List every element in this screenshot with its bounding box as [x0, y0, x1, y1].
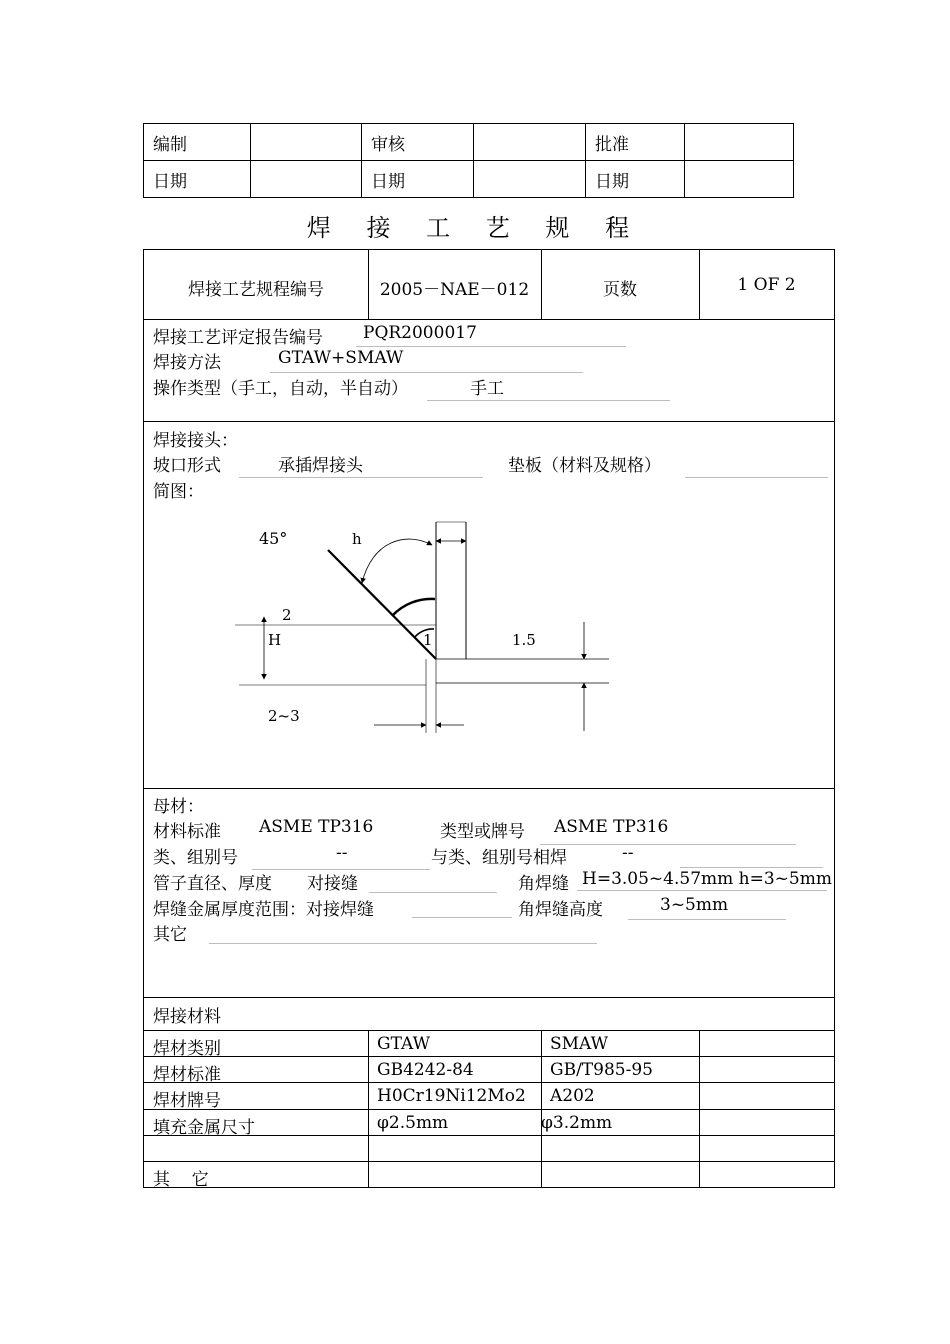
divider: [144, 1082, 834, 1083]
date-label-1: 日期: [144, 161, 251, 198]
consumable-standard-label: 焊材标准: [153, 1065, 221, 1085]
pqr-label: 焊接工艺评定报告编号: [153, 328, 323, 348]
consumable-standard-smaw: GB/T985-95: [550, 1060, 653, 1080]
consumable-other-label: 其 它: [153, 1170, 209, 1190]
group-value: --: [336, 843, 348, 863]
angle-arc-outer: [392, 599, 435, 616]
groove-label: 坡口形式: [153, 456, 221, 476]
date-value-1: [251, 161, 362, 198]
divider: [144, 1056, 834, 1057]
underline: [628, 919, 786, 920]
fillet-weld-label: 角焊缝: [518, 874, 569, 894]
underline: [685, 477, 828, 478]
wps-number-value: 2005－NAE－012: [379, 280, 530, 300]
grade-value: ASME TP316: [554, 817, 669, 837]
pipe-size-label: 管子直径、厚度: [153, 874, 272, 894]
H-label: H: [268, 631, 282, 649]
method-label: 焊接方法: [153, 353, 221, 373]
angle-label: 45°: [259, 529, 288, 548]
welded-with-value: --: [622, 843, 634, 863]
group-label: 类、组别号: [153, 848, 238, 868]
material-standard-value: ASME TP316: [259, 817, 374, 837]
operation-type-label: 操作类型（手工，自动，半自动）: [153, 379, 408, 399]
pqr-value: PQR2000017: [363, 323, 477, 343]
consumable-brand-label: 焊材牌号: [153, 1091, 221, 1111]
signoff-table: [143, 123, 794, 198]
material-standard-label: 材料标准: [153, 822, 221, 842]
consumables-heading: 焊接材料: [153, 1007, 221, 1027]
welded-with-label: 与类、组别号相焊: [431, 848, 567, 868]
base-metal-heading: 母材：: [153, 797, 204, 817]
groove-value: 承插焊接头: [278, 456, 363, 476]
sketch-label: 简图：: [153, 482, 204, 502]
divider: [144, 319, 834, 320]
underline: [209, 943, 597, 944]
divider: [144, 1161, 834, 1162]
approved-value: [685, 124, 794, 161]
underline: [239, 477, 483, 478]
date-label-2: 日期: [362, 161, 474, 198]
two-label: 2: [282, 606, 292, 624]
reviewed-value: [474, 124, 586, 161]
divider: [144, 1135, 834, 1136]
divider: [144, 1030, 834, 1031]
filler-size-label: 填充金属尺寸: [153, 1118, 255, 1138]
signoff-row-date: [144, 161, 794, 198]
operation-type-value: 手工: [470, 379, 504, 399]
fillet-height-label: 角焊缝高度: [518, 900, 603, 920]
filler-size-gtaw: φ2.5mm: [377, 1113, 449, 1133]
document-title: 焊 接 工 艺 规 程: [306, 214, 644, 242]
date-value-3: [685, 161, 794, 198]
prepared-value: [251, 124, 362, 161]
thickness-range-label: 焊缝金属厚度范围：对接焊缝: [153, 900, 374, 920]
wps-form: [143, 249, 835, 1188]
bevel-line: [328, 550, 436, 659]
other-label: 其它: [153, 925, 187, 945]
method-value: GTAW+SMAW: [278, 348, 404, 368]
consumable-brand-smaw: A202: [550, 1086, 595, 1106]
signoff-row-prepared: [144, 124, 794, 161]
divider: [144, 788, 834, 789]
backing-label: 垫板（材料及规格）: [508, 456, 661, 476]
h-label: h: [352, 530, 362, 548]
underline: [270, 372, 583, 373]
underline: [356, 346, 626, 347]
underline: [427, 400, 670, 401]
fillet-weld-value: H=3.05~4.57mm h=3~5mm: [582, 869, 832, 889]
one-label: 1: [423, 631, 433, 649]
h-curved-arrow: [362, 539, 432, 583]
fillet-height-value: 3~5mm: [660, 895, 729, 915]
reviewed-label: 审核: [362, 124, 474, 161]
filler-size-smaw: φ3.2mm: [541, 1113, 613, 1133]
pages-value: 1 OF 2: [737, 275, 796, 295]
underline: [540, 844, 796, 845]
divider: [144, 1109, 834, 1110]
consumable-type-gtaw: GTAW: [377, 1034, 431, 1054]
consumable-standard-gtaw: GB4242-84: [377, 1060, 474, 1080]
date-label-3: 日期: [586, 161, 685, 198]
pages-label: 页数: [603, 280, 637, 300]
gap-label: 2~3: [268, 707, 300, 725]
consumable-type-smaw: SMAW: [550, 1034, 609, 1054]
consumable-brand-gtaw: H0Cr19Ni12Mo2: [377, 1086, 526, 1106]
underline: [369, 892, 497, 893]
wps-number-label: 焊接工艺规程编号: [188, 280, 324, 300]
butt-weld-label: 对接缝: [307, 874, 358, 894]
approved-label: 批准: [586, 124, 685, 161]
divider: [144, 421, 834, 422]
consumable-type-label: 焊材类别: [153, 1039, 221, 1059]
date-value-2: [474, 161, 586, 198]
divider: [144, 997, 834, 998]
grade-label: 类型或牌号: [440, 822, 525, 842]
underline: [680, 867, 823, 868]
joint-heading: 焊接接头：: [153, 431, 238, 451]
prepared-label: 编制: [144, 124, 251, 161]
underline: [412, 917, 512, 918]
joint-sketch: [144, 505, 834, 735]
underline: [577, 890, 827, 891]
one-five-label: 1.5: [512, 631, 536, 649]
